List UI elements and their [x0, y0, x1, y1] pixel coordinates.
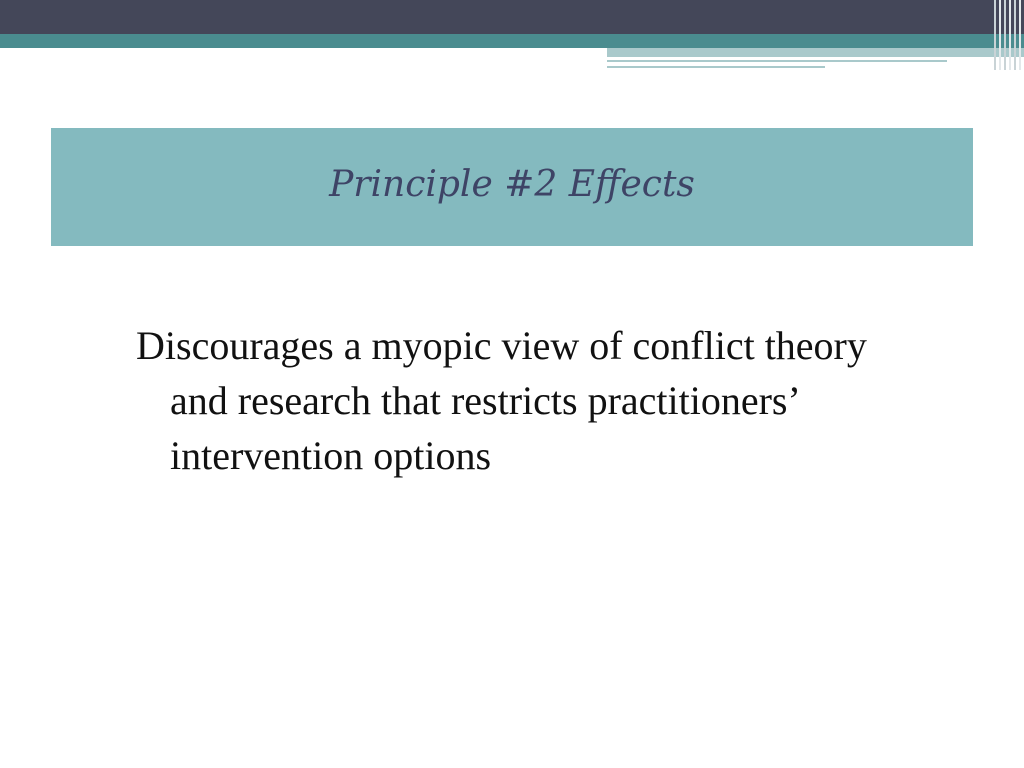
header-light-bar [607, 48, 1024, 57]
header-dark-bar [0, 0, 1024, 34]
corner-stripes-decoration [994, 0, 1024, 70]
header-accent-line [607, 60, 947, 62]
header-accent-line [607, 66, 825, 68]
slide-body [110, 318, 930, 483]
body-paragraph: Discourages a myopic view of conflict theory and research that restricts practitioners’ intervention options [136, 323, 867, 478]
header-teal-bar [0, 34, 1024, 48]
slide-title: Principle #2 Effects [329, 163, 695, 205]
title-band [51, 128, 973, 246]
